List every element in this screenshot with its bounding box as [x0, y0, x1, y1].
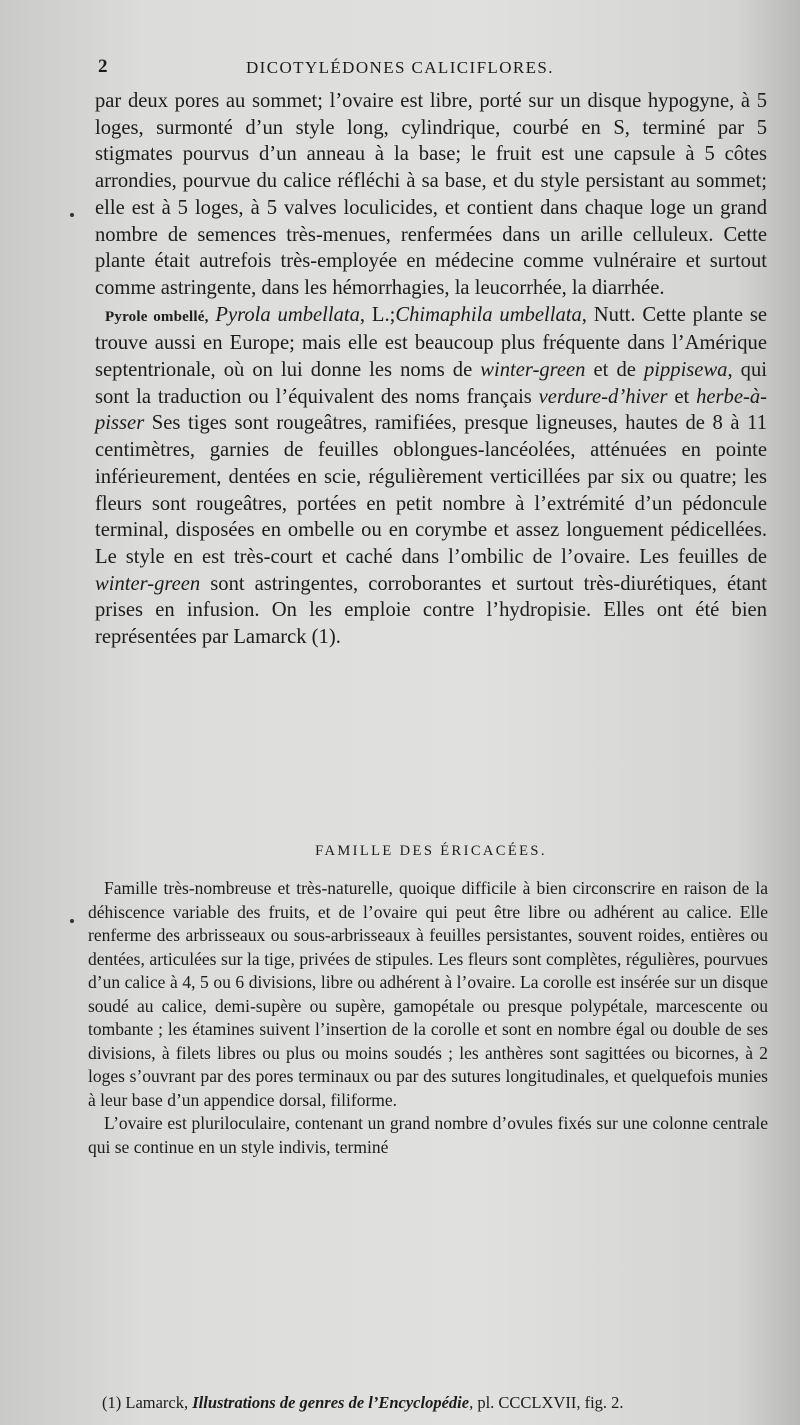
page-number: 2 — [98, 56, 109, 77]
family-paragraph-2: L’ovaire est pluriloculaire, contenant un grand nombre d’ovules fixés sur une colonne centrale qui se continue en un style indivis, terminé — [88, 1113, 768, 1157]
species-text-1: Cette plante se trouve aussi en Europe; mais elle est beaucoup plus fréquente dans l’Amérique septentrionale, où on lui donne les noms de — [95, 303, 767, 382]
footnote-rest: , pl. CCCLXVII, fig. 2. — [469, 1393, 624, 1412]
vernacular-winter-green-2: winter-green — [95, 572, 201, 595]
latin-name-2: Chimaphila umbellata — [395, 303, 582, 326]
paragraph-continued: par deux pores au sommet; l’ovaire est libre, porté sur un disque hypogyne, à 5 loges, surmonté d’un style long, cylindrique, courbé en S, terminé par 5 stigmates pourvus d’un anneau à la base; le fruit est une capsule à 5 côtes arrondies, pourvue du calice réfléchi à sa base, et du style persistant au sommet; elle est à 5 loges, à 5 valves loculicides, et contient dans chaque loge un grand nombre de semences très-menues, renfermées dans un arille celluleux. Cette plante était autrefois très-employée en médecine comme vulnéraire et surtout comme astringente, dans les hémorrhagies, la leucorrhée, la diarrhée. — [95, 90, 767, 299]
running-header — [98, 56, 788, 82]
vernacular-pippisewa: pippisewa — [643, 359, 728, 382]
species-paragraph — [95, 302, 767, 651]
running-title: DICOTYLÉDONES CALICIFLORES. — [246, 58, 554, 77]
vernacular-winter-green: winter-green — [480, 359, 586, 382]
species-name: Pyrole ombellé, — [105, 308, 209, 325]
section-heading: FAMILLE DES ÉRICACÉES. — [315, 843, 547, 859]
main-text — [95, 88, 767, 651]
ink-speck — [70, 919, 74, 923]
species-text-3: , qui sont la traduction ou l’équivalent des noms français — [95, 359, 768, 408]
author-2: , Nutt. — [581, 303, 636, 326]
ink-speck — [70, 213, 74, 217]
species-text-6: sont astringentes, corroborantes et surtout très-diurétiques, étant prises en infusion. On les emploie contre l’hydropisie. Elles ont été bien représentées par Lamarck (1). — [95, 572, 767, 649]
footnote-work: Illustrations de genres de l’Encyclopédie — [192, 1393, 470, 1412]
author-1: , L.; — [359, 303, 396, 326]
vernacular-herbe: herbe-à-pisser — [95, 385, 767, 435]
latin-name-1: Pyrola umbellata — [215, 303, 360, 326]
footnote — [102, 1393, 792, 1413]
species-text-5: Ses tiges sont rougeâtres, ramifiées, presque ligneuses, hautes de 8 à 11 centimètres, garnies de feuilles oblongues-lancéolées, atténuées en pointe inférieurement, dentées en scie, régulièrement verticillées par six ou quatre; les fleurs sont rougeâtres, portées en petit nombre à l’extrémité d’un pédoncule terminal, disposées en ombelle ou en corymbe et assez longuement pédicellées. Le style en est très-court et caché dans l’ombilic de l’ovaire. Les feuilles de — [95, 412, 767, 568]
species-text-4: et — [667, 385, 697, 408]
species-text-2: et de — [585, 359, 644, 382]
footnote-mark: (1) Lamarck, — [102, 1393, 193, 1412]
family-description — [88, 877, 768, 1159]
family-paragraph-1: Famille très-nombreuse et très-naturelle, quoique difficile à bien circonscrire en raison de la déhiscence variable des fruits, et de l’ovaire qui peut être libre ou adhérent au calice. Elle renferme des arbrisseaux ou sous-arbrisseaux à feuilles persistantes, souvent roides, entières ou dentées, articulées sur la tige, privées de stipules. Les fleurs sont complètes, régulières, pourvues d’un calice à 4, 5 ou 6 divisions, libre ou adhérent à l’ovaire. La corolle est insérée sur un disque soudé au calice, demi-supère ou supère, gamopétale ou presque polypétale, marcescente ou tombante ; les étamines suivent l’insertion de la corolle et sont en nombre égal ou double de ses divisions, à filets libres ou plus ou moins soudés ; les anthères sont sagittées ou bicornes, à 2 loges s’ouvrant par des pores terminaux ou par des sutures longitudinales, et quelquefois munies à leur base d’un appendice dorsal, filiforme. — [88, 878, 768, 1110]
vernacular-verdure: verdure-d’hiver — [538, 385, 668, 408]
